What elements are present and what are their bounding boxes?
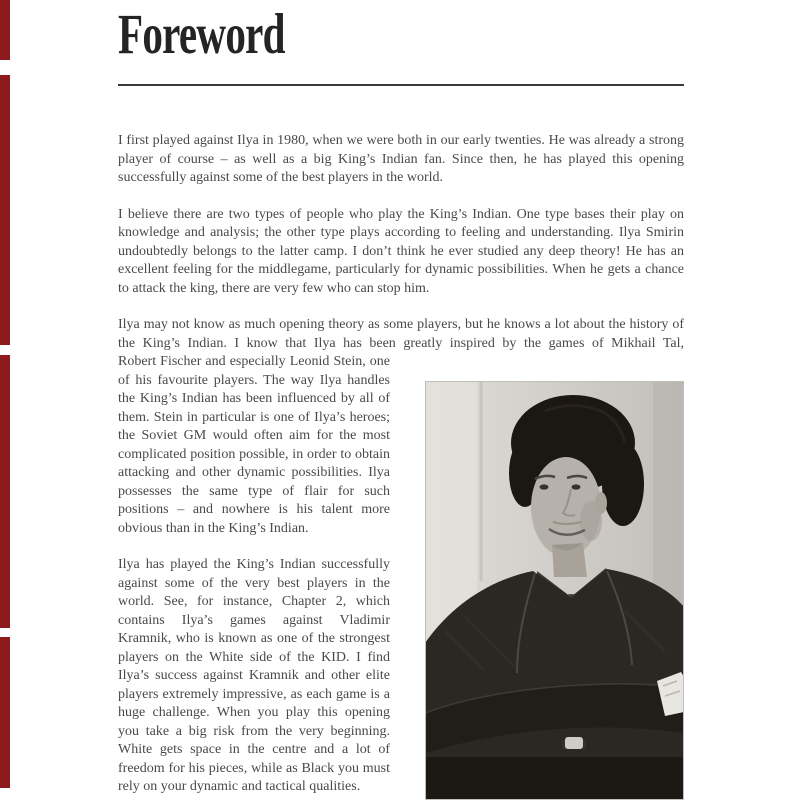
foreword-paragraph-4: Ilya has played the King’s Indian successfully against some of the very best players in the world. See, for instance, Chapter 2, which contains Ilya’s games against Vladimir Kramnik, who is known as one of the strongest players on the White side of the KID. I find Ilya’s success against Kramnik and other elite players extremely impressive, as each game is a huge challenge. When you play this opening you take a big risk from the very beginning. White gets space in the centre and a lot of freedom for his pieces, while as Black you must rely on your dynamic and tactical qualities. (118, 557, 390, 794)
page-edge-mark (0, 637, 10, 788)
title-rule (118, 84, 684, 86)
portrait-illustration (425, 381, 684, 800)
page-edge-mark (0, 355, 10, 628)
foreword-paragraph-3-intro: Ilya may not know as much opening theory as some players, but he knows a lot about the history of the King’s Indian. I know that Ilya has been greatly inspired by the games of Mikhail Tal, (118, 317, 684, 351)
page-edge-mark (0, 75, 10, 345)
portrait-photo-illustration (425, 381, 684, 800)
page-edge-mark (0, 0, 10, 60)
page-title: Foreword (118, 3, 285, 66)
portrait-photo (425, 381, 684, 800)
foreword-paragraph-1: I first played against Ilya in 1980, when we were both in our early twenties. He was already a strong player of course – as well as a big King’s Indian fan. Since then, he has played this opening successfully against some of the best players in the world. (118, 133, 684, 185)
foreword-paragraph-3-continued: Robert Fischer and especially Leonid Stein, one of his favourite players. The way Ilya handles the King’s Indian has been influenced by all of them. Stein in particular is one of Ilya’s heroes; the Soviet GM would often aim for the most complicated position possible, in order to obtain attacking and other dynamic possibilities. Ilya possesses the same type of flair for such positions – and nowhere is his talent more obvious than in the King’s Indian. (118, 354, 390, 536)
foreword-paragraph-2: I believe there are two types of people who play the King’s Indian. One type bases their play on knowledge and analysis; the other type plays according to feeling and understanding. Ilya Smirin undoubtedly belongs to the latter camp. I don’t think he ever studied any deep theory! He has an excellent feeling for the middlegame, particularly for dynamic possibilities. When he gets a chance to attack the king, there are very few who can stop him. (118, 206, 684, 296)
